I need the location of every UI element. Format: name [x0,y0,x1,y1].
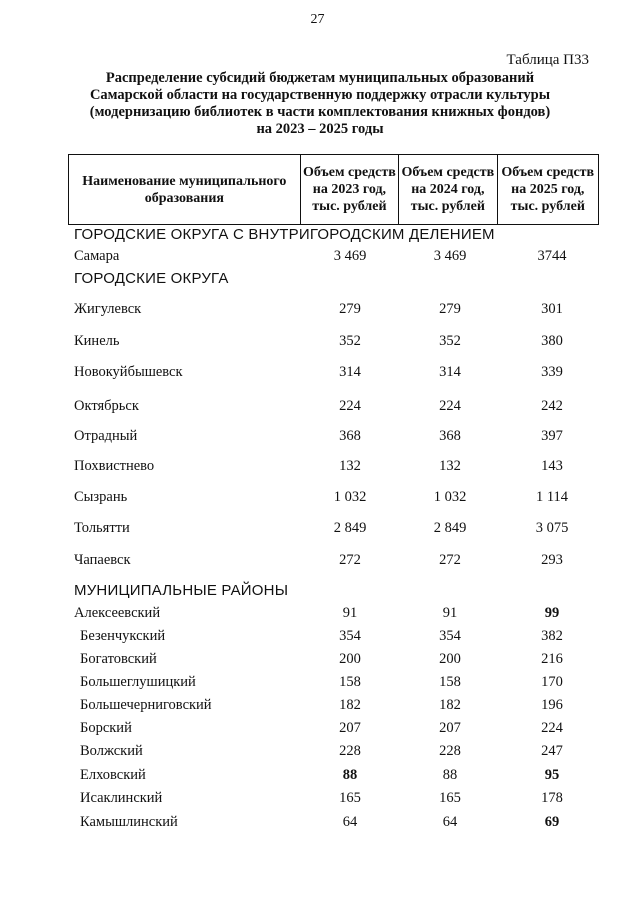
value-2023: 279 [339,301,361,317]
row-name: Борский [80,720,132,736]
value-2024: 368 [439,428,461,444]
value-2023: 368 [339,428,361,444]
row-name: Чапаевск [74,552,131,568]
table-row [0,458,635,478]
row-name: Тольятти [74,520,130,536]
value-2025: 242 [541,398,563,414]
row-name: Большеглушицкий [80,674,196,690]
value-2025: 380 [541,333,563,349]
value-2024: 1 032 [433,489,467,505]
value-2024: 91 [442,605,458,621]
table-row [0,697,635,717]
value-2023: 158 [339,674,361,690]
row-name: Волжский [80,743,143,759]
row-name: Новокуйбышевск [74,364,183,380]
value-2024: 207 [439,720,461,736]
value-2024: 64 [442,814,458,830]
table-row [0,628,635,648]
document-title [70,70,570,138]
value-2023: 224 [339,398,361,414]
table-row [0,333,635,353]
table-row [0,364,635,384]
value-2024: 158 [439,674,461,690]
title-line: Распределение субсидий бюджетам муниципальных образований [105,70,535,86]
table-row [0,814,635,834]
table-row [0,790,635,810]
value-2023: 207 [339,720,361,736]
value-2024: 200 [439,651,461,667]
row-name: Кинель [74,333,120,349]
value-2025: 95 [544,767,560,783]
value-2023: 200 [339,651,361,667]
row-name: Самара [74,248,120,264]
section-heading: МУНИЦИПАЛЬНЫЕ РАЙОНЫ [74,582,289,599]
value-2025: 247 [541,743,563,759]
row-name: Безенчукский [80,628,166,644]
table-row [0,520,635,540]
value-2025: 3 075 [535,520,569,536]
table-row [0,720,635,740]
value-2025: 196 [541,697,563,713]
table-row [0,651,635,671]
table-row [0,743,635,763]
value-2023: 182 [339,697,361,713]
row-name: Жигулевск [74,301,142,317]
value-2024: 2 849 [433,520,467,536]
table-row [0,767,635,787]
row-name: Камышлинский [80,814,178,830]
row-name: Алексеевский [74,605,161,621]
row-name: Богатовский [80,651,157,667]
value-2024: 224 [439,398,461,414]
value-2023: 132 [339,458,361,474]
value-2025: 216 [541,651,563,667]
value-2025: 178 [541,790,563,806]
value-2023: 314 [339,364,361,380]
value-2023: 88 [342,767,358,783]
value-2025: 143 [541,458,563,474]
table-row [0,428,635,448]
table-row [0,552,635,572]
row-name: Похвистнево [74,458,155,474]
value-2024: 352 [439,333,461,349]
table-row [0,674,635,694]
header-name: Наименование муниципального образования [82,173,287,206]
row-name: Елховский [80,767,146,783]
value-2025: 224 [541,720,563,736]
row-name: Сызрань [74,489,128,505]
header-2025: Объем средств на 2025 год, тыс. рублей [497,155,598,224]
value-2025: 69 [544,814,560,830]
row-name: Большечерниговский [80,697,212,713]
title-line: (модернизацию библиотек в части комплектования книжных фондов) [89,104,551,120]
row-name: Отрадный [74,428,138,444]
value-2023: 272 [339,552,361,568]
page-number: 27 [310,12,325,27]
value-2023: 165 [339,790,361,806]
header-2024: Объем средств на 2024 год, тыс. рублей [398,155,496,224]
row-name: Исаклинский [80,790,163,806]
value-2024: 88 [442,767,458,783]
value-2023: 352 [339,333,361,349]
table-row [0,398,635,418]
value-2025: 99 [544,605,560,621]
value-2025: 339 [541,364,563,380]
value-2023: 2 849 [333,520,367,536]
title-line: Самарской области на государственную поддержку отрасли культуры [89,87,551,103]
value-2023: 228 [339,743,361,759]
section-heading: ГОРОДСКИЕ ОКРУГА [74,270,229,287]
value-2024: 132 [439,458,461,474]
value-2024: 354 [439,628,461,644]
value-2025: 293 [541,552,563,568]
value-2023: 64 [342,814,358,830]
value-2023: 354 [339,628,361,644]
value-2025: 1 114 [535,489,569,505]
value-2024: 182 [439,697,461,713]
title-line: на 2023 – 2025 годы [256,121,384,137]
table-row [0,605,635,625]
table-label: Таблица П33 [506,52,589,68]
value-2025: 301 [541,301,563,317]
table-header [68,154,599,225]
value-2024: 228 [439,743,461,759]
header-2023: Объем средств на 2023 год, тыс. рублей [300,155,398,224]
value-2025: 3744 [537,248,567,264]
value-2024: 279 [439,301,461,317]
value-2024: 165 [439,790,461,806]
value-2023: 1 032 [333,489,367,505]
table-row [0,489,635,509]
value-2025: 397 [541,428,563,444]
value-2023: 3 469 [333,248,367,264]
value-2023: 91 [342,605,358,621]
value-2025: 170 [541,674,563,690]
section-heading: ГОРОДСКИЕ ОКРУГА С ВНУТРИГОРОДСКИМ ДЕЛЕНИЕМ [74,226,495,243]
table-row [0,248,635,268]
value-2025: 382 [541,628,563,644]
row-name: Октябрьск [74,398,139,414]
table-row [0,301,635,321]
value-2024: 3 469 [433,248,467,264]
value-2024: 314 [439,364,461,380]
value-2024: 272 [439,552,461,568]
